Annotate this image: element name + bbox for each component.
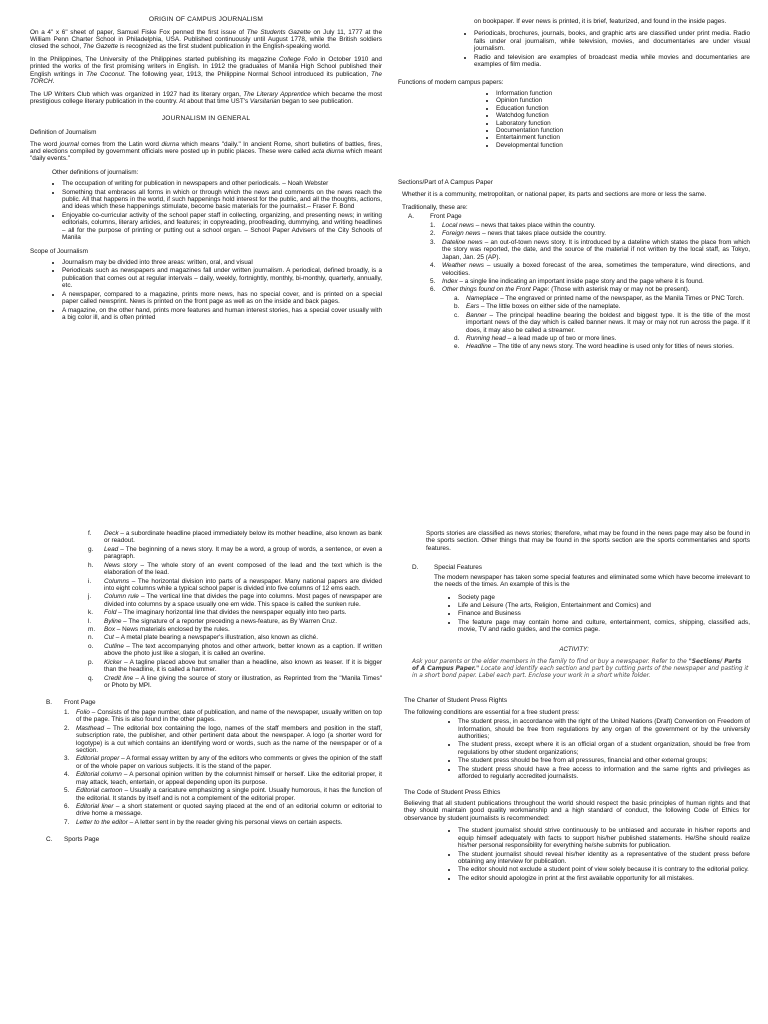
list-item: h. News story – The whole story of an event composed of the lead and the text which is the elaboration of the lead. — [88, 561, 382, 577]
list-item: • The student journalist should strive continuously to be unbiased and accurate in his/her reports and equip himself adequately with facts to support his/her published statements. He/She should realize his/her personal responsibility for everything he/she submits for publication. — [458, 827, 750, 849]
charter-heading: The Charter of Student Press Rights — [404, 697, 508, 705]
list-item: • Opinion function — [496, 97, 750, 104]
list-item: • Life and Leisure (The arts, Religion, Entertainment and Comics) and — [458, 602, 750, 609]
list-item: • Documentation function — [496, 127, 750, 134]
list-item: 3. Editorial proper – A formal essay written by any of the editors who comments or gives the opinion of the staff or of the whole paper on various subjects. It is the stand of the paper. — [64, 755, 382, 770]
list-item: • Watchdog function — [496, 112, 750, 119]
list-item: • Developmental function — [496, 142, 750, 149]
list-item: 1. Folio – Consists of the page number, date of publication, and name of the newspaper, usually written on top of the page. This is also found in the other pages. — [64, 708, 382, 724]
list-item: p. Kicker – A tagline placed above but smaller than a headline, also known as teaser. If it is bigger than the headline, it is called a hammer. — [88, 658, 382, 674]
list-item: 6. Editorial liner – a short statement or quoted saying placed at the end of an editorial column or editorial to drive home a message. — [64, 802, 382, 818]
list-item: 1. Local news – news that takes place within the country. — [430, 222, 596, 230]
list-item: • The editor should apologize in print at the first available opportunity for all mistakes. — [458, 875, 750, 882]
origin-paragraph-2: In the Philippines, The University of the Philippines started publishing its magazine College Folio in October 1910 and printed the works of the first promising writers in English. In 1912 the graduates of Manila High School published their English writings in The Coconut. The following year, 1913, the Philippine Normal School introduced its publication, The TORCH. — [30, 55, 382, 86]
list-item: • The editor should not exclude a student point of view solely because it is contrary to the editorial policy. — [458, 866, 750, 873]
sections-heading: Sections/Part of A Campus Paper — [398, 179, 493, 187]
list-item: c. Banner – The principal headline bearing the boldest and biggest type. It is the title of the most important news of the day which is called banner news. It may or may not run across the page. If it does, it may also be called a streamer. — [454, 311, 750, 334]
list-item: f. Deck – a subordinate headline placed immediately below its mother headline, also known as bank or readout. — [88, 530, 382, 545]
sports-paragraph: Sports stories are classified as news stories; therefore, what may be found in the news page may also be found in the sports section. Other things that may be found in the sports section are the sports commentaries and sports features. — [426, 530, 750, 552]
list-item: • Journalism may be divided into three areas: written, oral, and visual — [62, 259, 382, 266]
list-item: • Enjoyable co-curricular activity of the school paper staff in collecting, organizing, and presenting news; in writing editorials, columns, literary articles, and features; in copyreading, proofreading, dummying, and writing headlines – all for the purpose of printing or putting out a school organ. – School Paper Advisers of the City Schools of Manila — [62, 212, 382, 242]
definition-heading: Definition of Journalism — [30, 129, 97, 137]
column-top-right — [398, 18, 750, 506]
activity-heading: ACTIVITY: — [559, 645, 589, 653]
list-item: • Society page — [458, 594, 750, 601]
list-item: • The feature page may contain home and culture, entertainment, comics, shipping, classified ads, movie, TV and radio guides, and the comics page. — [458, 619, 750, 634]
list-item: • Information function — [496, 90, 750, 97]
section-c-heading: C. Sports Page — [46, 836, 100, 844]
origin-paragraph-3: The UP Writers Club which was organized in 1927 had its literary organ, The Literary Apprentice which became the most prestigious college literary publication in the country. At about that time UST's Varsitarian began to see publication. — [30, 90, 382, 106]
scope-list-continued — [398, 30, 750, 68]
list-item: • A magazine, on the other hand, prints more features and human interest stories, has a special cover usually with a big color ill, and is often printed — [62, 307, 382, 322]
list-item: • Entertainment function — [496, 134, 750, 141]
list-item: 6. Other things found on the Front Page: (Those with asterisk may or may not be present). — [430, 286, 690, 294]
list-item: 2. Foreign news – news that takes place outside the country. — [430, 230, 607, 238]
list-item: q. Credit line – A line giving the source of story or illustration, as Reprinted from the "Manila Times" or Photo by MPI. — [88, 674, 382, 690]
column-bottom-left — [40, 530, 382, 1020]
list-item: j. Column rule – The vertical line that divides the page into columns. Most pages of newspaper are divided into columns by a space usually one em wide. This space is called the sunken rule. — [88, 593, 382, 608]
list-item: k. Fold – The imaginary horizontal line that divides the newspaper equally into two parts. — [88, 609, 347, 617]
list-item: • Periodicals such as newspapers and magazines fall under written journalism. A periodical, defined broadly, is a publication that comes out at regular intervals – daily, weekly, fortnightly, monthly, bi-monthly, quarterly, annually, etc. — [62, 267, 382, 289]
special-features-intro: The modern newspaper has taken some special features and eliminated some which have become irrelevant to the needs of the times. An example of this is the — [434, 573, 750, 589]
list-item: d. Running head – a lead made up of two or more lines. — [454, 334, 617, 342]
list-item: i. Columns – The horizontal division into parts of a newspaper. Many national papers are divided into eight columns while a typical school paper is divided into five columns of 12 ems each. — [88, 577, 382, 592]
list-item: 2. Masthead – The editorial box containing the logo, names of the staff members and position in the staff, subscription rate, the publisher, and other pertinent data about the newspaper. A logo (a shorter word for logotype) is a cut which contains an identifying word or words, such as the name of the newspaper or of a section. — [64, 724, 382, 754]
front-page-letter-items — [454, 295, 750, 351]
list-item: • Finance and Business — [458, 610, 750, 617]
origin-paragraph-1: On a 4" x 6" sheet of paper, Samuel Fiske Fox penned the first issue of The Students Gazette on July 11, 1777 at the William Penn Charter School in Philadelphia, USA. Published continuously until August 1778, while the British soldiers closed the school, The Gazette is recognized as the first student publication in the English-speaking world. — [30, 28, 382, 51]
list-item: • The student press, except where it is an official organ of a student organization, should be free from regulations by other student organizations; — [458, 741, 750, 756]
traditionally-label: Traditionally, these are: — [402, 204, 468, 212]
list-item: • The student press should have a free access to information and the same rights and privileges as afforded to regularly accredited journalists. — [458, 766, 750, 781]
list-item: • Something that embraces all forms in which or through which the news and comments on the news reach the public. All that happens in the world, if such happenings hold interest for the public, and all the thoughts, actions, and ideas which these happenings stimulate, become basic materials for the journalist.– Fraser F. Bond — [62, 189, 382, 211]
functions-heading: Functions of modern campus papers: — [398, 78, 504, 86]
list-item: e. Headline – The title of any news story. The word headline is used only for titles of news stories. — [454, 343, 734, 351]
column-bottom-right — [398, 530, 750, 1020]
list-item: 4. Editorial column – A personal opinion written by the columnist himself or herself. Like the editorial proper, it may attack, teach, entertain, or appeal depending upon its purpose. — [64, 771, 382, 786]
origin-title: ORIGIN OF CAMPUS JOURNALISM — [148, 16, 264, 23]
list-item: b. Ears – The little boxes on either side of the nameplate. — [454, 303, 621, 311]
list-item: • A newspaper, compared to a magazine, prints more news, has no special cover, and is printed on a special paper called newsprint. News is printed on the front page as well as on the inside and back pages. — [62, 291, 382, 306]
ethics-intro: Believing that all student publications throughout the world should respect the basic principles of human rights and that they should maintain good quality workmanship and a high standard of conduct, the following Code of Ethics for observance by student journalists is recommended: — [404, 800, 750, 822]
other-definitions-heading: Other definitions of journalism: — [52, 168, 139, 176]
functions-list — [398, 90, 750, 149]
activity-text: Ask your parents or the elder members in the family to find or buy a newspaper. Refer to the "Sections/ Parts of A Campus Paper." Locate and identify each section and part by cutting parts of the newspaper and pasting it in a short bond paper. Label each part. Enclose your work in a short white folder. — [412, 658, 749, 679]
ethics-list — [398, 827, 750, 882]
front-page-letter-items-continued — [88, 530, 382, 689]
section-b-heading: B. Front Page — [46, 699, 96, 707]
charter-intro: The following conditions are essential for a free student press: — [404, 708, 580, 716]
list-item: • Laboratory function — [496, 120, 750, 127]
front-page-items — [430, 222, 750, 294]
list-item: 4. Weather news – usually a boxed forecast of the area, sometimes the temperature, wind directions, and velocities. — [430, 262, 750, 277]
list-item: 5. Index – a single line indicating an important inside page story and the page where it is found. — [430, 277, 704, 285]
list-item: o. Cutline – The text accompanying photos and other artwork, better known as a caption. If written above the photo just like a slogan, it is called an overline. — [88, 642, 382, 658]
scope-list — [30, 259, 382, 321]
section-a-heading: A. Front Page — [408, 212, 462, 220]
list-item: • The occupation of writing for publication in newspapers and other periodicals. – Noah Webster — [62, 180, 382, 187]
column-top-left — [30, 16, 382, 506]
other-definitions-list — [30, 180, 382, 241]
list-item: • The student journalist should reveal his/her identity as a representative of the student press before obtaining any interview for publication. — [458, 851, 750, 866]
definition-paragraph: The word journal comes from the Latin word diurna which means "daily." In ancient Rome, short bulletins of battles, fires, and elections compiled by government officials were posted up in public places. These were called acta diurna which meant "daily events." — [30, 140, 382, 163]
list-item: 3. Dateline news – an out-of-town news story. It is introduced by a dateline which states the place from which the story was reported, the date, and the source of the material if not written by the local staff, as Tokyo, Japan, Jan. 25 (AP). — [430, 238, 750, 261]
charter-list — [398, 718, 750, 780]
list-item: • Radio and television are examples of broadcast media while movies and documentaries are examples of film media. — [474, 54, 750, 69]
list-item: • The student press should be free from all pressures, financial and other external groups; — [458, 757, 750, 764]
special-features-list — [398, 594, 750, 634]
ethics-heading: The Code of Student Press Ethics — [404, 788, 501, 796]
editorial-page-items — [64, 709, 382, 826]
list-item: 5. Editorial cartoon – Usually a caricature emphasizing a single point. Usually humorous, it has the function of the editorial. It stands by itself and is not a complement of the editorial proper. — [64, 787, 382, 802]
list-item: g. Lead – The beginning of a news story. It may be a word, a group of words, a sentence, or even a paragraph. — [88, 545, 382, 561]
list-item: • Education function — [496, 105, 750, 112]
list-item: l. Byline – The signature of a reporter preceding a news-feature, as By Warren Cruz. — [88, 617, 338, 625]
list-item: m. Box – News materials enclosed by the rules. — [88, 626, 230, 634]
general-title: JOURNALISM IN GENERAL — [161, 115, 251, 123]
scope-continued: on bookpaper. If ever news is printed, it is brief, featurized, and found in the inside pages. — [474, 18, 727, 25]
list-item: n. Cut – A metal plate bearing a newspaper's illustration, also known as cliché. — [88, 634, 319, 642]
list-item: • Periodicals, brochures, journals, books, and graphic arts are classified under print media. Radio falls under oral journalism, while television, movies, and documentaries are under visual journalism. — [474, 30, 750, 52]
list-item: a. Nameplace – The engraved or printed name of the newspaper, as the Manila Times or PNC Torch. — [454, 294, 744, 302]
list-item: 7. Letter to the editor – A letter sent in by the reader giving his personal views on certain aspects. — [64, 818, 343, 826]
sections-intro: Whether it is a community, metropolitan, or national paper, its parts and sections are more or less the same. — [402, 190, 707, 198]
section-d-heading: D. Special Features — [412, 564, 482, 572]
list-item: • The student press, in accordance with the right of the United Nations (Draft) Convention on Freedom of Information, should be free from regulations by any organ of the government or by the university authorities; — [458, 718, 750, 740]
scope-heading: Scope of Journalism — [30, 247, 88, 255]
